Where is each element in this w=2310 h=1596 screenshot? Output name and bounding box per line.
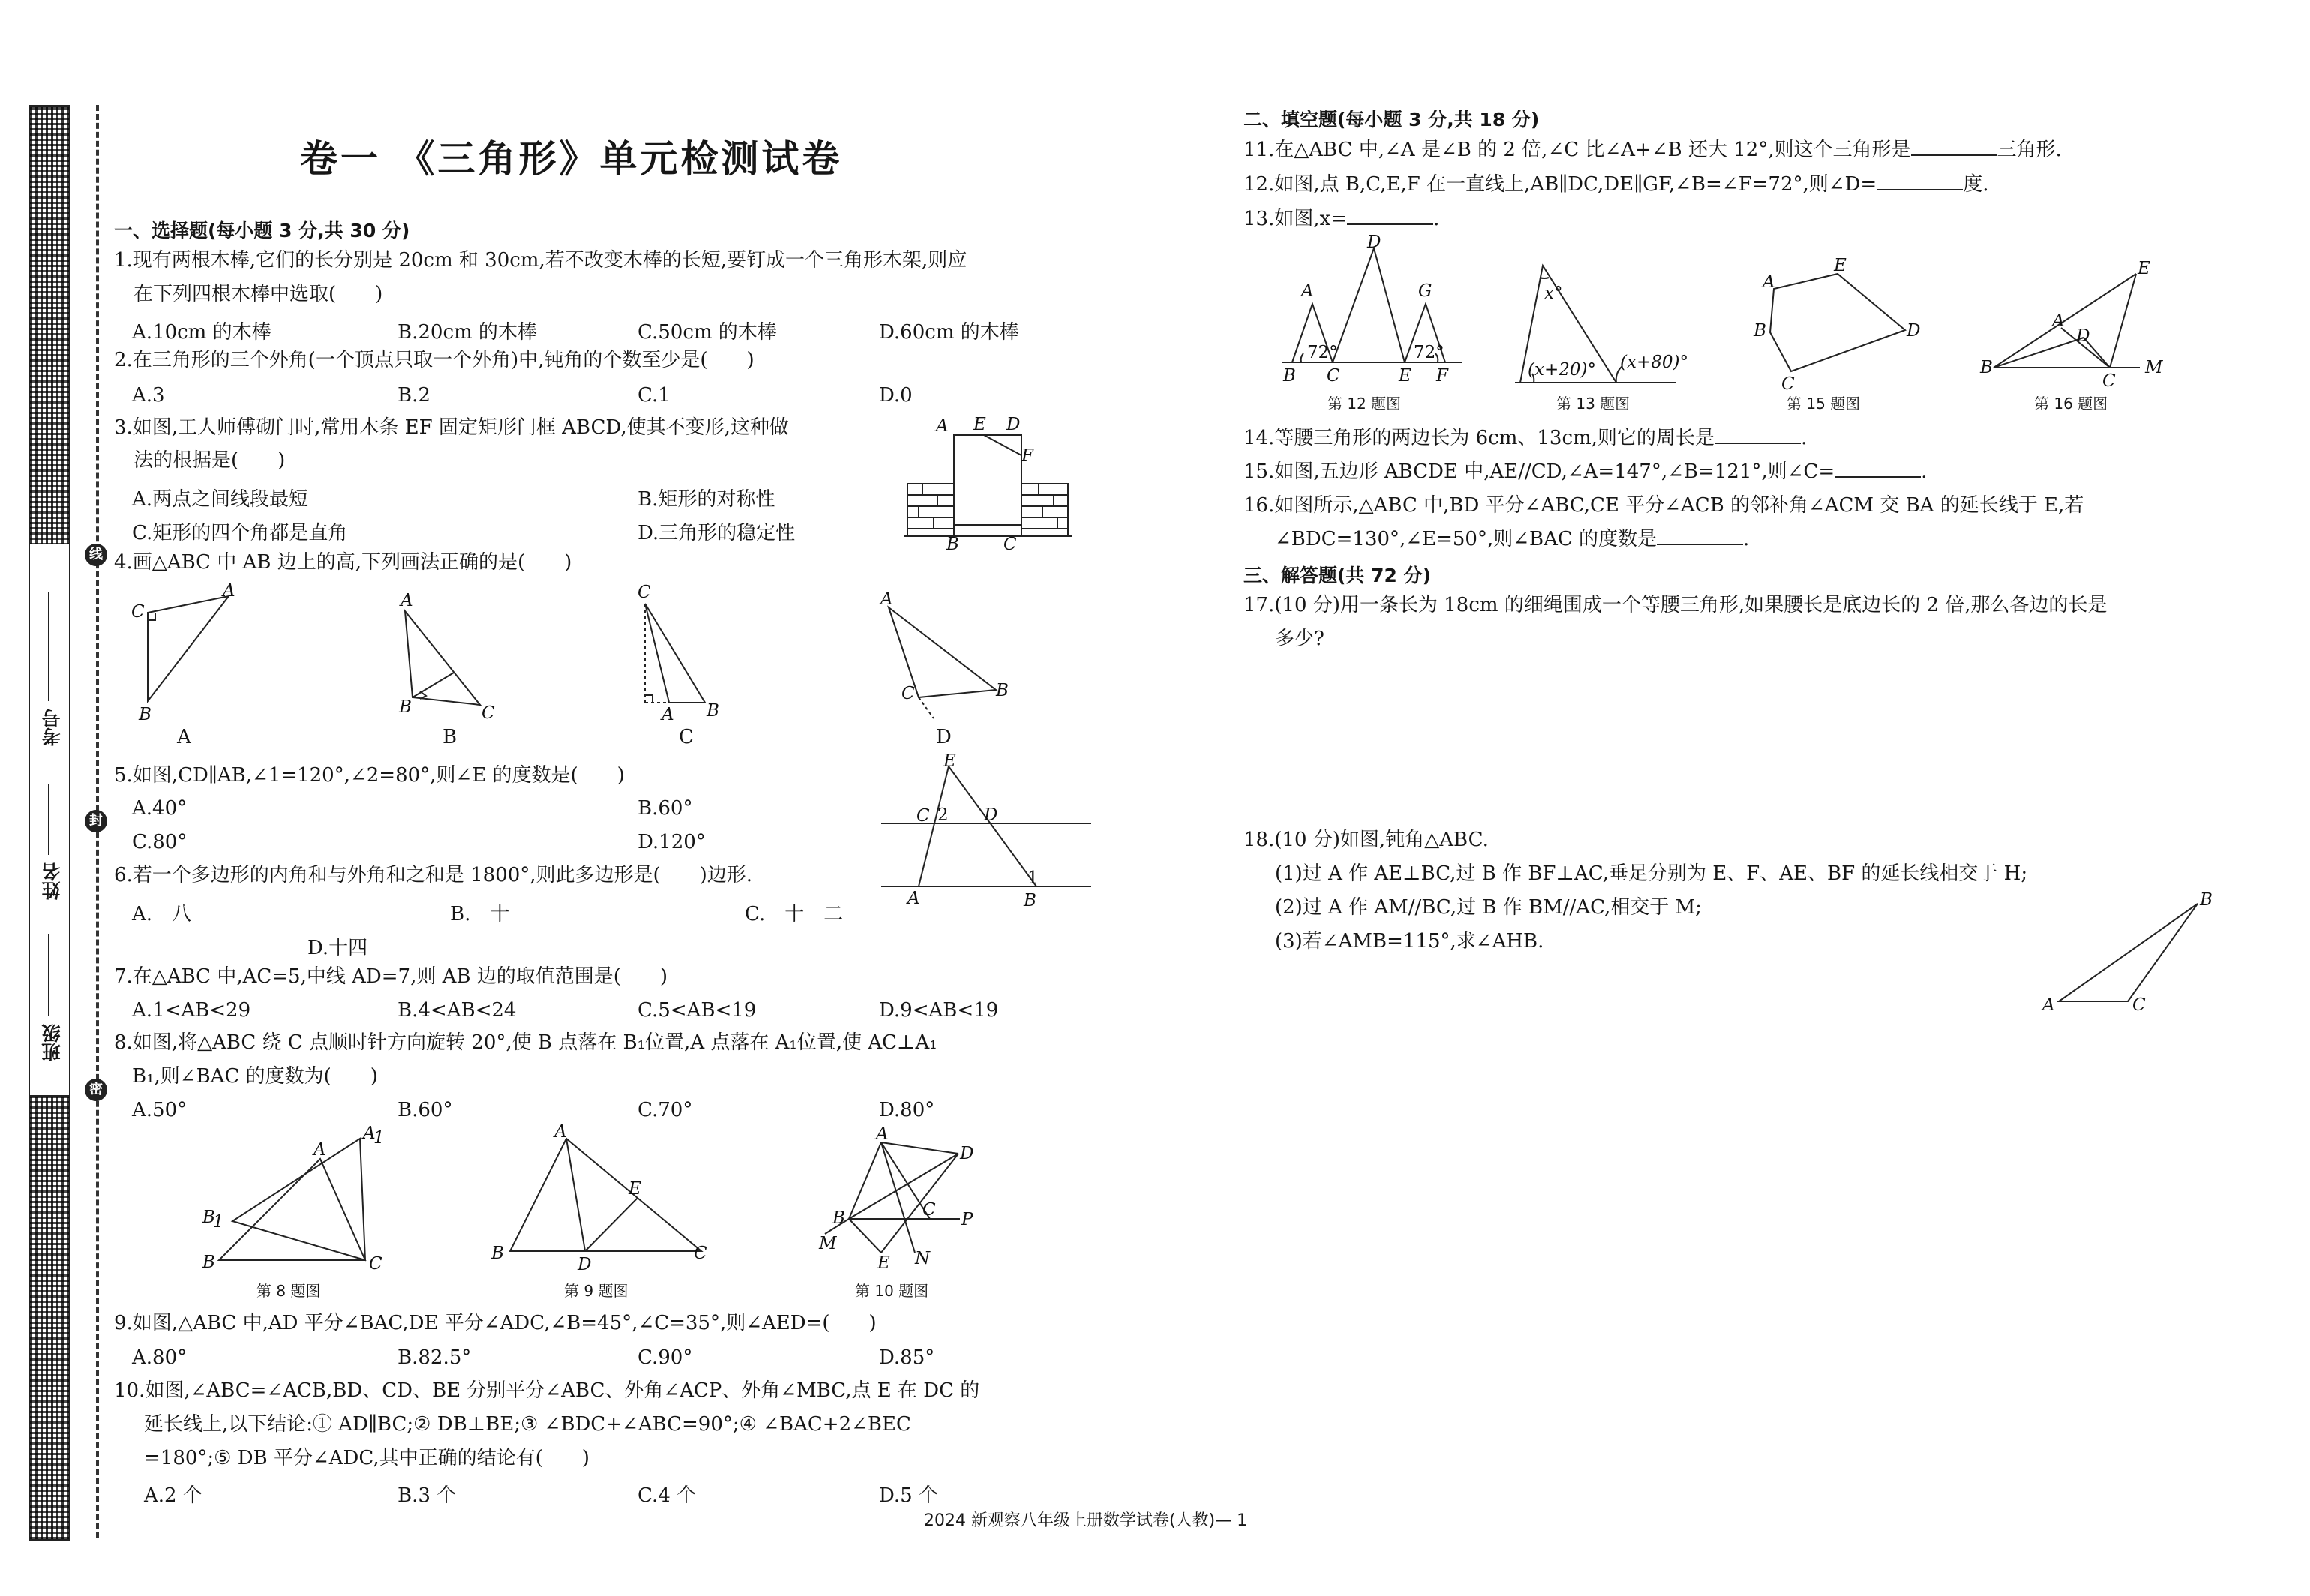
section3-heading: 三、解答题(共 72 分) — [1244, 565, 1432, 586]
binding-mark-mi: 密 — [85, 1078, 107, 1101]
q8-option-c: C.70° — [638, 1099, 693, 1121]
q9-option-c: C.90° — [638, 1346, 693, 1369]
svg-text:B: B — [139, 705, 152, 724]
svg-text:C: C — [902, 684, 915, 704]
q13-figure — [1511, 255, 1688, 386]
svg-text:D: D — [1367, 232, 1382, 252]
svg-text:G: G — [1418, 281, 1432, 301]
svg-text:D: D — [984, 806, 998, 825]
q10-caption: 第 10 题图 — [855, 1282, 929, 1300]
svg-text:E: E — [2138, 259, 2150, 278]
q3-option-b: B.矩形的对称性 — [638, 488, 776, 511]
q12-suffix: 度. — [1963, 173, 1989, 196]
q7-option-c: C.5<AB<19 — [638, 999, 757, 1022]
svg-text:A: A — [554, 1122, 567, 1142]
q2-option-a: A.3 — [132, 384, 165, 406]
binding-mark-feng: 封 — [85, 810, 107, 832]
svg-text:B: B — [1980, 358, 1993, 377]
svg-text:C: C — [131, 602, 145, 622]
q2-option-d: D.0 — [879, 384, 913, 406]
q15-suffix: . — [1921, 460, 1928, 483]
q8-option-a: A.50° — [132, 1099, 188, 1121]
q10-line1: 10.如图,∠ABC=∠ACB,BD、CD、BE 分别平分∠ABC、外角∠ACP、外角∠MBC,点 E 在 DC 的 — [114, 1379, 980, 1402]
q12 — [1244, 168, 1988, 201]
q12-text: 12.如图,点 B,C,E,F 在一直线上,AB∥DC,DE∥GF,∠B=∠F=72°,则∠D= — [1244, 173, 1877, 196]
q6-option-c: C. 十 二 — [745, 903, 844, 926]
binding-mark-xian: 线 — [85, 544, 107, 566]
svg-text:E: E — [628, 1179, 641, 1198]
q6-option-d: D.十四 — [308, 937, 368, 959]
q18-line4: (3)若∠AMB=115°,求∠AHB. — [1275, 930, 1544, 952]
svg-text:C: C — [2102, 371, 2116, 391]
svg-text:C: C — [1327, 366, 1340, 386]
q15-text: 15.如图,五边形 ABCDE 中,AE//CD,∠A=147°,∠B=121°,则∠C= — [1244, 460, 1835, 483]
svg-text:C: C — [694, 1244, 707, 1263]
q8-line2: B₁,则∠BAC 的度数为( ) — [132, 1065, 378, 1088]
svg-text:(x+20)°: (x+20)° — [1528, 360, 1596, 380]
q7-option-b: B.4<AB<24 — [398, 999, 517, 1022]
q9-caption: 第 9 题图 — [564, 1282, 628, 1300]
svg-text:M: M — [2145, 358, 2163, 377]
svg-text:A: A — [876, 1124, 889, 1144]
svg-text:D: D — [960, 1144, 974, 1163]
q5-line1: 5.如图,CD∥AB,∠1=120°,∠2=80°,则∠E 的度数是( ) — [114, 764, 625, 787]
q15-caption: 第 15 题图 — [1786, 394, 1861, 412]
q5-figure — [878, 752, 1095, 910]
q8-figure — [196, 1125, 399, 1275]
q14-suffix: . — [1800, 427, 1808, 449]
q7-option-a: A.1<AB<29 — [132, 999, 251, 1022]
svg-text:N: N — [915, 1249, 931, 1268]
name-label: 姓名 — [41, 862, 63, 900]
svg-text:A: A — [2052, 311, 2065, 331]
q16-caption: 第 16 题图 — [2034, 394, 2108, 412]
svg-text:C: C — [2132, 995, 2146, 1015]
binding-strip — [28, 544, 70, 1095]
svg-text:D: D — [2076, 326, 2090, 346]
q18-line1: 18.(10 分)如图,钝角△ABC. — [1244, 829, 1489, 851]
q12-caption: 第 12 题图 — [1328, 394, 1402, 412]
exam-number-label: 考号 — [41, 709, 63, 746]
svg-text:E: E — [1834, 256, 1846, 275]
q4-figure-c — [622, 581, 750, 724]
q13-blank — [1347, 224, 1433, 225]
q16-suffix: . — [1743, 528, 1750, 550]
q8-option-b: B.60° — [398, 1099, 453, 1121]
q4-figure-a — [124, 581, 251, 724]
section2-heading: 二、填空题(每小题 3 分,共 18 分) — [1244, 109, 1540, 130]
q14 — [1244, 422, 1807, 454]
class-line — [48, 934, 50, 1016]
svg-text:A: A — [314, 1140, 326, 1160]
svg-text:E: E — [1399, 366, 1412, 386]
svg-text:1: 1 — [1028, 868, 1039, 888]
svg-text:1: 1 — [374, 1128, 385, 1148]
q6-option-b: B. 十 — [450, 903, 510, 926]
svg-text:D: D — [578, 1255, 592, 1274]
binding-pattern-top — [28, 105, 70, 547]
q9-option-a: A.80° — [132, 1346, 188, 1369]
q9-option-b: B.82.5° — [398, 1346, 472, 1369]
svg-text:C: C — [922, 1200, 936, 1220]
svg-text:C: C — [638, 583, 651, 602]
q3-line1: 3.如图,工人师傅砌门时,常用木条 EF 固定矩形门框 ABCD,使其不变形,这种做 — [114, 416, 789, 439]
svg-text:x°: x° — [1544, 284, 1563, 303]
q3-line2: 法的根据是( ) — [134, 449, 286, 472]
q4-figure-b — [390, 585, 518, 728]
q12-figure — [1279, 232, 1466, 386]
q13 — [1244, 202, 1439, 236]
svg-text:F: F — [1022, 446, 1034, 466]
svg-text:E: E — [974, 415, 986, 434]
svg-text:2: 2 — [938, 806, 949, 825]
svg-text:A: A — [2042, 995, 2055, 1015]
q10-option-b: B.3 个 — [398, 1484, 457, 1507]
svg-text:A: A — [363, 1124, 376, 1143]
q2-option-c: C.1 — [638, 384, 670, 406]
q3-option-d: D.三角形的稳定性 — [638, 522, 796, 544]
q10-option-d: D.5 个 — [879, 1484, 938, 1507]
q2-option-b: B.2 — [398, 384, 430, 406]
q1-option-c: C.50cm 的木棒 — [638, 321, 777, 344]
q16-text-2: ∠BDC=130°,∠E=50°,则∠BAC 的度数是 — [1275, 528, 1658, 550]
svg-text:D: D — [1006, 415, 1021, 434]
q4-option-b: B — [442, 726, 458, 748]
svg-text:B: B — [202, 1208, 215, 1227]
svg-text:72°: 72° — [1414, 343, 1444, 362]
svg-text:A: A — [880, 590, 893, 609]
q16-line2 — [1275, 523, 1749, 556]
svg-text:B: B — [996, 681, 1009, 700]
svg-text:B: B — [202, 1252, 215, 1272]
svg-text:1: 1 — [213, 1212, 224, 1232]
q10-line3: =180°;⑤ DB 平分∠ADC,其中正确的结论有( ) — [144, 1447, 590, 1469]
svg-text:A: A — [1301, 281, 1314, 301]
q15-blank — [1834, 476, 1921, 478]
q3-option-a: A.两点之间线段最短 — [132, 488, 309, 511]
q13-text: 13.如图,x= — [1244, 208, 1348, 230]
svg-text:F: F — [1436, 366, 1448, 386]
name-line — [48, 784, 50, 855]
svg-text:M: M — [819, 1234, 837, 1253]
q6-line1: 6.若一个多边形的内角和与外角和之和是 1800°,则此多边形是( )边形. — [114, 864, 753, 886]
svg-text:C: C — [482, 704, 495, 723]
q15-figure — [1740, 251, 1928, 394]
q5-option-a: A.40° — [132, 797, 188, 820]
svg-text:B: B — [706, 701, 719, 721]
svg-text:D: D — [1906, 321, 1921, 340]
svg-text:A: A — [662, 705, 674, 724]
svg-text:(x+80)°: (x+80)° — [1620, 352, 1688, 372]
q4-option-a: A — [177, 726, 191, 748]
q10-option-a: A.2 个 — [144, 1484, 202, 1507]
q17-line1: 17.(10 分)用一条长为 18cm 的细绳围成一个等腰三角形,如果腰长是底边长的 2 倍,那么各边的长是 — [1244, 594, 2108, 616]
q11-blank — [1911, 154, 1997, 156]
q3-figure — [892, 409, 1088, 554]
svg-text:B: B — [491, 1244, 504, 1263]
svg-text:C: C — [916, 806, 930, 826]
q16-line1 — [1244, 489, 2084, 522]
q18-line3: (2)过 A 作 AM//BC,过 B 作 BM//AC,相交于 M; — [1275, 896, 1702, 919]
q15 — [1244, 455, 1927, 488]
q2-line1: 2.在三角形的三个外角(一个顶点只取一个外角)中,钝角的个数至少是( ) — [114, 349, 754, 371]
svg-text:B: B — [1283, 366, 1296, 386]
q9-option-d: D.85° — [879, 1346, 935, 1369]
svg-text:P: P — [962, 1210, 974, 1229]
q1-line1: 1.现有两根木棒,它们的长分别是 20cm 和 30cm,若不改变木棒的长短,要钉成一个三角形木架,则应 — [114, 249, 968, 272]
svg-text:C: C — [1004, 535, 1017, 554]
q8-caption: 第 8 题图 — [256, 1282, 321, 1300]
q13-caption: 第 13 题图 — [1556, 394, 1630, 412]
q17-line2: 多少? — [1275, 628, 1324, 650]
svg-text:B: B — [1024, 891, 1036, 910]
q12-blank — [1876, 189, 1963, 190]
svg-text:C: C — [1781, 374, 1795, 394]
q4-option-d: D — [936, 726, 952, 748]
q16-blank — [1657, 544, 1743, 545]
svg-text:A: A — [908, 889, 920, 908]
q4-line1: 4.画△ABC 中 AB 边上的高,下列画法正确的是( ) — [114, 551, 572, 574]
svg-text:A: A — [400, 591, 413, 610]
q7-line1: 7.在△ABC 中,AC=5,中线 AD=7,则 AB 边的取值范围是( ) — [114, 965, 668, 988]
svg-text:72°: 72° — [1307, 343, 1338, 362]
svg-text:E: E — [878, 1253, 890, 1273]
svg-text:B: B — [946, 535, 959, 554]
q3-option-c: C.矩形的四个角都是直角 — [132, 522, 348, 544]
q4-option-c: C — [679, 726, 694, 748]
q10-option-c: C.4 个 — [638, 1484, 697, 1507]
q1-option-a: A.10cm 的木棒 — [132, 321, 272, 344]
q18-figure — [2036, 889, 2224, 1016]
svg-text:A: A — [1762, 272, 1775, 292]
q9-line1: 9.如图,△ABC 中,AD 平分∠BAC,DE 平分∠ADC,∠B=45°,∠C=35°,则∠AED=( ) — [114, 1312, 877, 1334]
q4-figure-d — [870, 585, 1020, 728]
svg-text:C: C — [369, 1254, 382, 1274]
svg-text:B: B — [832, 1208, 845, 1228]
q16-figure — [1978, 259, 2174, 391]
section1-heading: 一、选择题(每小题 3 分,共 30 分) — [114, 220, 410, 242]
q1-option-d: D.60cm 的木棒 — [879, 321, 1019, 344]
q7-option-d: D.9<AB<19 — [879, 999, 999, 1022]
q5-option-c: C.80° — [132, 831, 188, 854]
svg-text:B: B — [399, 698, 412, 717]
q6-option-a: A. 八 — [132, 903, 192, 926]
svg-text:E: E — [944, 752, 956, 771]
q16-text: 16.如图所示,△ABC 中,BD 平分∠ABC,CE 平分∠ACB 的邻补角∠ACM 交 BA 的延长线于 E,若 — [1244, 494, 2084, 517]
q5-option-d: D.120° — [638, 831, 706, 854]
q11-suffix: 三角形. — [1996, 139, 2062, 161]
svg-text:A: A — [223, 581, 236, 601]
q10-figure — [810, 1124, 1005, 1279]
q11 — [1244, 134, 2062, 166]
q13-suffix: . — [1433, 208, 1440, 230]
q1-line2: 在下列四根木棒中选取( ) — [134, 283, 383, 305]
exam-number-line — [48, 592, 50, 701]
svg-text:A: A — [936, 416, 949, 436]
q5-option-b: B.60° — [638, 797, 693, 820]
q14-blank — [1714, 442, 1801, 444]
q10-line2: 延长线上,以下结论:① AD∥BC;② DB⊥BE;③ ∠BDC+∠ABC=90°;④ ∠BAC+2∠BEC — [144, 1413, 911, 1436]
q9-figure — [491, 1122, 716, 1275]
q8-line1: 8.如图,将△ABC 绕 C 点顺时针方向旋转 20°,使 B 点落在 B₁位置,A 点落在 A₁位置,使 AC⊥A₁ — [114, 1031, 938, 1054]
class-label: 班级 — [41, 1024, 63, 1061]
q8-option-d: D.80° — [879, 1099, 935, 1121]
svg-text:B: B — [1754, 321, 1766, 340]
page-footer: 2024 新观察八年级上册数学试卷(人教)— 1 — [924, 1511, 1248, 1530]
page-title: 卷一 《三角形》单元检测试卷 — [300, 136, 843, 181]
svg-text:B: B — [2200, 890, 2212, 910]
binding-pattern-bottom — [28, 1095, 70, 1540]
q1-option-b: B.20cm 的木棒 — [398, 321, 537, 344]
q11-text: 11.在△ABC 中,∠A 是∠B 的 2 倍,∠C 比∠A+∠B 还大 12°,则这个三角形是 — [1244, 139, 1911, 161]
q14-text: 14.等腰三角形的两边长为 6cm、13cm,则它的周长是 — [1244, 427, 1714, 449]
q18-line2: (1)过 A 作 AE⊥BC,过 B 作 BF⊥AC,垂足分别为 E、F、AE、BF 的延长线相交于 H; — [1275, 862, 2028, 885]
